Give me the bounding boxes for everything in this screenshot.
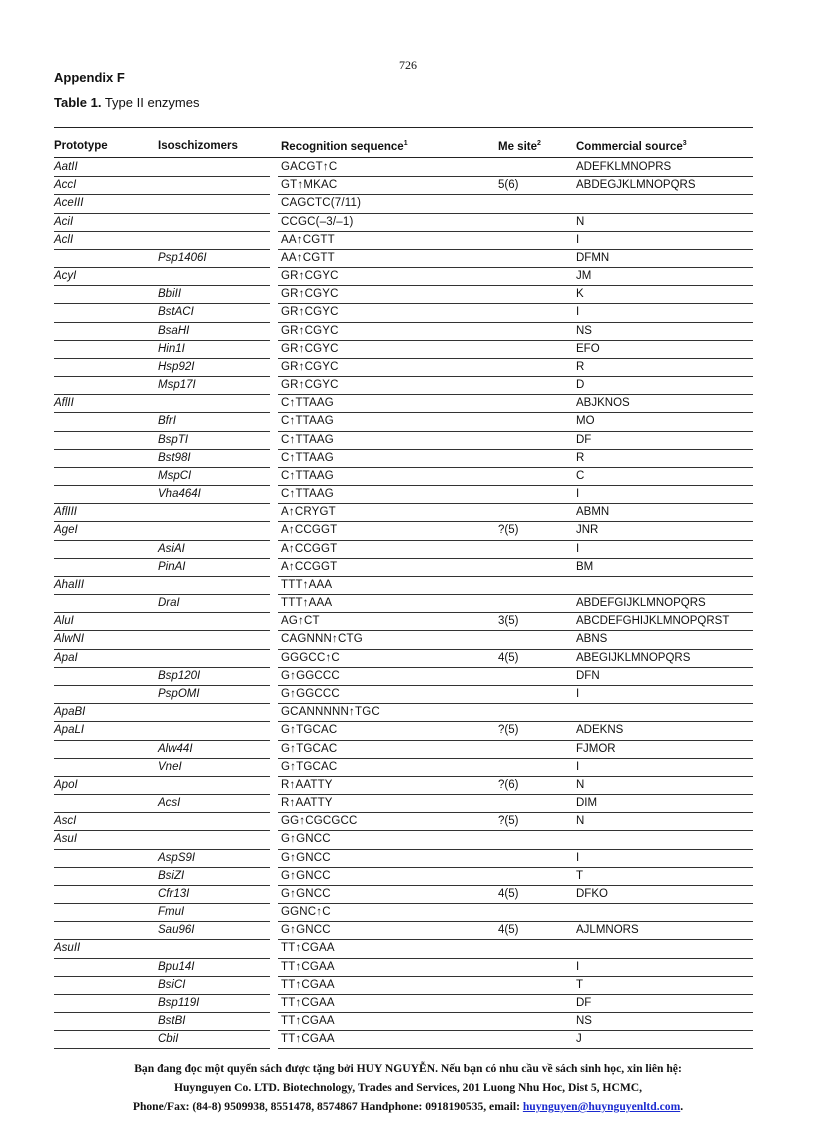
table-row: [54, 304, 753, 322]
isoschizomer-cell: BsiCI: [158, 978, 186, 991]
prototype-cell: AflIII: [54, 506, 78, 519]
isoschizomer-cell: Bsp119I: [158, 996, 200, 1009]
mesite-cell: 4(5): [498, 924, 519, 937]
table-row: [54, 541, 753, 559]
isoschizomer-cell: DraI: [158, 597, 180, 610]
table-row: [54, 704, 753, 722]
header-commercial-text: Commercial source: [576, 140, 683, 153]
commercial-cell: R: [576, 451, 585, 464]
table-row: [54, 468, 753, 486]
table-row: [54, 668, 753, 686]
header-mesite: [498, 140, 541, 153]
table-row: [54, 250, 753, 268]
prototype-cell: ApaI: [54, 651, 78, 664]
isoschizomer-cell: PspOMI: [158, 687, 200, 700]
recognition-cell: GR↑CGYC: [281, 324, 339, 337]
recognition-cell: G↑GNCC: [281, 851, 331, 864]
recognition-cell: G↑TGCAC: [281, 742, 338, 755]
commercial-cell: I: [576, 960, 580, 973]
commercial-cell: DF: [576, 433, 592, 446]
commercial-cell: I: [576, 687, 580, 700]
table-row: [54, 359, 753, 377]
table-row: [54, 777, 753, 795]
commercial-cell: ABJKNOS: [576, 397, 630, 410]
commercial-cell: I: [576, 760, 580, 773]
table-header-rule: [54, 157, 753, 158]
commercial-cell: ABDEFGIJKLMNOPQRS: [576, 597, 706, 610]
footer: [0, 1059, 816, 1116]
footer-line3: [0, 1097, 816, 1116]
table-row: [54, 522, 753, 540]
prototype-cell: AluI: [54, 615, 74, 628]
header-commercial-note: 3: [682, 140, 687, 147]
isoschizomer-cell: Msp17I: [158, 379, 196, 392]
row-rule: [54, 1048, 146, 1049]
table-row: [54, 886, 753, 904]
isoschizomer-cell: BspTI: [158, 433, 189, 446]
commercial-cell: ABEGIJKLMNOPQRS: [576, 651, 691, 664]
table-row: [54, 268, 753, 286]
table-row: [54, 741, 753, 759]
isoschizomer-cell: PinAI: [158, 560, 186, 573]
commercial-cell: MO: [576, 415, 595, 428]
recognition-cell: G↑TGCAC: [281, 760, 338, 773]
recognition-cell: C↑TTAAG: [281, 433, 334, 446]
recognition-cell: A↑CCGGT: [281, 524, 338, 537]
commercial-cell: I: [576, 233, 580, 246]
recognition-cell: TT↑CGAA: [281, 1015, 335, 1028]
header-commercial: [576, 140, 687, 153]
isoschizomer-cell: BstBI: [158, 1015, 186, 1028]
isoschizomer-cell: Bst98I: [158, 451, 191, 464]
isoschizomer-cell: Bpu14I: [158, 960, 195, 973]
table-row: [54, 613, 753, 631]
commercial-cell: I: [576, 851, 580, 864]
recognition-cell: CAGCTC(7/11): [281, 197, 362, 210]
isoschizomer-cell: AspS9I: [158, 851, 196, 864]
table-row: [54, 631, 753, 649]
recognition-cell: A↑CCGGT: [281, 542, 338, 555]
recognition-cell: AA↑CGTT: [281, 233, 335, 246]
table-title-text: Type II enzymes: [101, 95, 200, 110]
table-row: [54, 504, 753, 522]
recognition-cell: G↑TGCAC: [281, 724, 338, 737]
isoschizomer-cell: Hsp92I: [158, 360, 195, 373]
commercial-cell: NS: [576, 324, 592, 337]
prototype-cell: AsuII: [54, 942, 81, 955]
table-row: [54, 1031, 753, 1049]
commercial-cell: DIM: [576, 797, 598, 810]
prototype-cell: ApaLI: [54, 724, 85, 737]
isoschizomer-cell: MspCI: [158, 469, 192, 482]
recognition-cell: G↑GGCCC: [281, 669, 340, 682]
table-row: [54, 686, 753, 704]
recognition-cell: GT↑MKAC: [281, 179, 338, 192]
table-row: [54, 159, 753, 177]
table-row: [54, 868, 753, 886]
recognition-cell: TTT↑AAA: [281, 597, 333, 610]
recognition-cell: TT↑CGAA: [281, 1033, 335, 1046]
header-recognition-text: Recognition sequence: [281, 140, 404, 153]
recognition-cell: G↑GGCCC: [281, 687, 340, 700]
commercial-cell: DFMN: [576, 251, 610, 264]
mesite-cell: 4(5): [498, 651, 519, 664]
mesite-cell: 3(5): [498, 615, 519, 628]
recognition-cell: TT↑CGAA: [281, 960, 335, 973]
isoschizomer-cell: BsiZI: [158, 869, 185, 882]
table-row: [54, 722, 753, 740]
recognition-cell: A↑CCGGT: [281, 560, 338, 573]
isoschizomer-cell: Cfr13I: [158, 887, 190, 900]
commercial-cell: ABNS: [576, 633, 608, 646]
table-row: [54, 486, 753, 504]
table-label: Table 1.: [54, 95, 102, 110]
mesite-cell: 5(6): [498, 179, 519, 192]
recognition-cell: TT↑CGAA: [281, 942, 335, 955]
footer-end: .: [680, 1100, 684, 1113]
recognition-cell: GGNC↑C: [281, 906, 331, 919]
table-row: [54, 413, 753, 431]
recognition-cell: G↑GNCC: [281, 924, 331, 937]
mesite-cell: ?(5): [498, 524, 519, 537]
table-row: [54, 559, 753, 577]
isoschizomer-cell: BfrI: [158, 415, 176, 428]
row-rule: [278, 1048, 753, 1049]
prototype-cell: AlwNI: [54, 633, 85, 646]
mesite-cell: ?(5): [498, 724, 519, 737]
page-number: 726: [399, 58, 417, 72]
commercial-cell: DFN: [576, 669, 600, 682]
recognition-cell: C↑TTAAG: [281, 488, 334, 501]
recognition-cell: GG↑CGCGCC: [281, 815, 358, 828]
header-prototype: Prototype: [54, 140, 108, 152]
table-row: [54, 850, 753, 868]
isoschizomer-cell: AsiAI: [158, 542, 185, 555]
prototype-cell: AclI: [54, 233, 74, 246]
table-row: [54, 577, 753, 595]
isoschizomer-cell: CbiI: [158, 1033, 179, 1046]
table-row: [54, 395, 753, 413]
table-body: [54, 159, 753, 1049]
prototype-cell: ApoI: [54, 778, 78, 791]
recognition-cell: A↑CRYGT: [281, 506, 336, 519]
recognition-cell: C↑TTAAG: [281, 415, 334, 428]
mesite-cell: ?(6): [498, 778, 519, 791]
table-row: [54, 286, 753, 304]
recognition-cell: GR↑CGYC: [281, 342, 339, 355]
table-row: [54, 995, 753, 1013]
recognition-cell: TT↑CGAA: [281, 978, 335, 991]
commercial-cell: N: [576, 215, 585, 228]
table-row: [54, 177, 753, 195]
row-rule: [146, 1048, 270, 1049]
table-row: [54, 195, 753, 213]
header-isoschizomers: Isoschizomers: [158, 140, 238, 152]
commercial-cell: ADEFKLMNOPRS: [576, 161, 672, 173]
commercial-cell: AJLMNORS: [576, 924, 639, 937]
recognition-cell: G↑GNCC: [281, 869, 331, 882]
commercial-cell: BM: [576, 560, 594, 573]
prototype-cell: AcyI: [54, 270, 77, 283]
table-row: [54, 650, 753, 668]
recognition-cell: CAGNNN↑CTG: [281, 633, 363, 646]
recognition-cell: R↑AATTY: [281, 778, 333, 791]
commercial-cell: ABCDEFGHIJKLMNOPQRST: [576, 615, 730, 628]
table-row: [54, 1013, 753, 1031]
isoschizomer-cell: Alw44I: [158, 742, 193, 755]
commercial-cell: T: [576, 978, 584, 991]
table-row: [54, 595, 753, 613]
recognition-cell: TTT↑AAA: [281, 578, 333, 591]
prototype-cell: AatII: [54, 161, 78, 173]
commercial-cell: I: [576, 306, 580, 319]
isoschizomer-cell: Vha464I: [158, 488, 201, 501]
recognition-cell: C↑TTAAG: [281, 397, 334, 410]
table-row: [54, 831, 753, 849]
isoschizomer-cell: BsaHI: [158, 324, 190, 337]
recognition-cell: R↑AATTY: [281, 797, 333, 810]
commercial-cell: JNR: [576, 524, 599, 537]
recognition-cell: GR↑CGYC: [281, 288, 339, 301]
recognition-cell: G↑GNCC: [281, 887, 331, 900]
commercial-cell: N: [576, 778, 585, 791]
prototype-cell: AgeI: [54, 524, 78, 537]
mesite-cell: ?(5): [498, 815, 519, 828]
appendix-heading: Appendix F: [54, 70, 125, 85]
table-row: [54, 341, 753, 359]
commercial-cell: ABMN: [576, 506, 610, 519]
recognition-cell: GR↑CGYC: [281, 270, 339, 283]
recognition-cell: GR↑CGYC: [281, 379, 339, 392]
isoschizomer-cell: BstACI: [158, 306, 194, 319]
prototype-cell: AccI: [54, 179, 77, 192]
table-row: [54, 813, 753, 831]
commercial-cell: K: [576, 288, 584, 301]
commercial-cell: N: [576, 815, 585, 828]
commercial-cell: ABDEGJKLMNOPQRS: [576, 179, 696, 192]
table-row: [54, 214, 753, 232]
prototype-cell: AciI: [54, 215, 74, 228]
header-mesite-note: 2: [537, 140, 541, 147]
table-row: [54, 922, 753, 940]
isoschizomer-cell: Psp1406I: [158, 251, 207, 264]
table-header: [54, 140, 753, 156]
prototype-cell: AceIII: [54, 197, 84, 210]
commercial-cell: R: [576, 360, 585, 373]
footer-email-link[interactable]: huynguyen@huynguyenltd.com: [522, 1100, 681, 1113]
recognition-cell: AA↑CGTT: [281, 251, 335, 264]
header-recognition: [281, 140, 408, 153]
table-row: [54, 795, 753, 813]
recognition-cell: AG↑CT: [281, 615, 320, 628]
recognition-cell: GR↑CGYC: [281, 306, 339, 319]
table-row: [54, 959, 753, 977]
prototype-cell: AscI: [54, 815, 77, 828]
prototype-cell: AhaIII: [54, 578, 85, 591]
recognition-cell: GR↑CGYC: [281, 360, 339, 373]
commercial-cell: ADEKNS: [576, 724, 624, 737]
recognition-cell: C↑TTAAG: [281, 469, 334, 482]
recognition-cell: G↑GNCC: [281, 833, 331, 846]
footer-contact: Phone/Fax: (84-8) 9509938, 8551478, 8574867 Handphone: 0918190535, email:: [132, 1100, 523, 1113]
table-row: [54, 977, 753, 995]
commercial-cell: FJMOR: [576, 742, 616, 755]
table-row: [54, 377, 753, 395]
mesite-cell: 4(5): [498, 887, 519, 900]
commercial-cell: DF: [576, 996, 592, 1009]
header-recognition-note: 1: [403, 140, 408, 147]
isoschizomer-cell: Bsp120I: [158, 669, 201, 682]
table-row: [54, 904, 753, 922]
prototype-cell: ApaBI: [54, 706, 86, 719]
commercial-cell: DFKO: [576, 887, 608, 900]
recognition-cell: CCGC(–3/–1): [281, 215, 354, 228]
recognition-cell: C↑TTAAG: [281, 451, 334, 464]
commercial-cell: J: [576, 1033, 582, 1046]
isoschizomer-cell: VneI: [158, 760, 182, 773]
table-row: [54, 323, 753, 341]
table-top-rule: [54, 127, 753, 128]
commercial-cell: C: [576, 469, 585, 482]
recognition-cell: GGGCC↑C: [281, 651, 340, 664]
commercial-cell: T: [576, 869, 584, 882]
commercial-cell: EFO: [576, 342, 600, 355]
footer-line2: Huynguyen Co. LTD. Biotechnology, Trades and Services, 201 Luong Nhu Hoc, Dist 5, HCMC,: [173, 1081, 643, 1094]
commercial-cell: I: [576, 542, 580, 555]
commercial-cell: JM: [576, 270, 592, 283]
commercial-cell: I: [576, 488, 580, 501]
commercial-cell: NS: [576, 1015, 592, 1028]
table-title: [54, 95, 199, 110]
isoschizomer-cell: FmuI: [158, 906, 185, 919]
prototype-cell: AsuI: [54, 833, 78, 846]
commercial-cell: D: [576, 379, 585, 392]
isoschizomer-cell: Hin1I: [158, 342, 185, 355]
recognition-cell: GCANNNNN↑TGC: [281, 706, 380, 719]
recognition-cell: GACGT↑C: [281, 161, 338, 173]
prototype-cell: AflII: [54, 397, 74, 410]
table-row: [54, 940, 753, 958]
table-row: [54, 232, 753, 250]
isoschizomer-cell: Sau96I: [158, 924, 195, 937]
recognition-cell: TT↑CGAA: [281, 996, 335, 1009]
isoschizomer-cell: AcsI: [158, 797, 181, 810]
table-row: [54, 450, 753, 468]
table-row: [54, 759, 753, 777]
header-mesite-text: Me site: [498, 140, 537, 153]
table-row: [54, 432, 753, 450]
isoschizomer-cell: BbiII: [158, 288, 182, 301]
footer-line1: Bạn đang đọc một quyển sách được tặng bởi HUY NGUYỄN. Nếu bạn có nhu cầu về sách sinh học, xin liên hệ:: [134, 1062, 682, 1075]
